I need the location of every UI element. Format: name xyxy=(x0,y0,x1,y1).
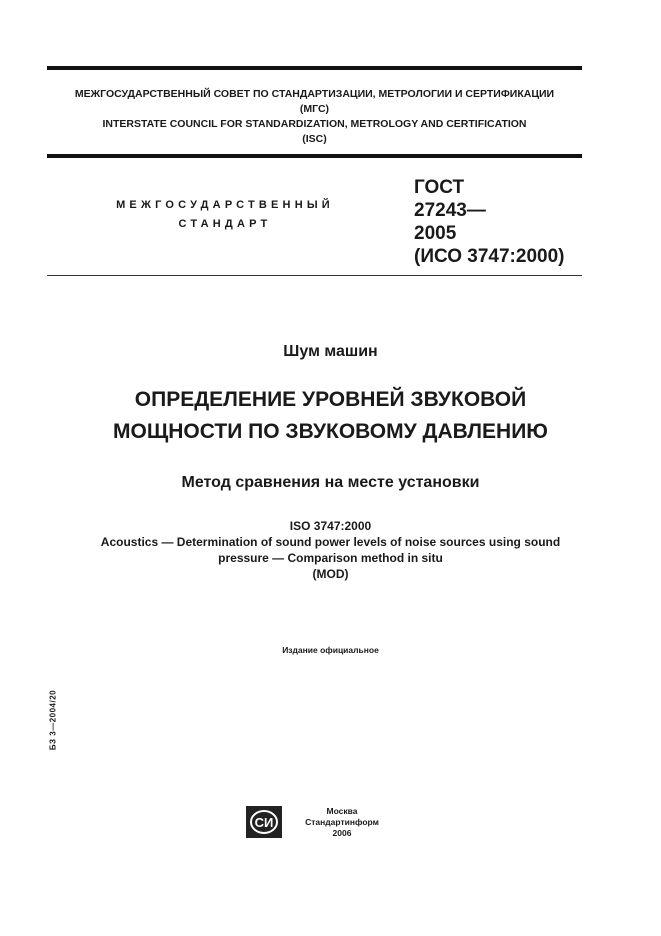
standard-type-line1: МЕЖГОСУДАРСТВЕННЫЙ xyxy=(116,199,334,211)
gost-label: ГОСТ xyxy=(414,177,465,198)
council-abbr-ru: (МГС) xyxy=(299,103,330,115)
title-line2: МОЩНОСТИ ПО ЗВУКОВОМУ ДАВЛЕНИЮ xyxy=(113,420,548,443)
method-title: Метод сравнения на месте установки xyxy=(181,474,480,491)
gost-designation xyxy=(414,176,564,268)
iso-title-line2: pressure — Comparison method in situ xyxy=(218,551,443,565)
standartinform-logo-icon xyxy=(246,806,282,838)
publisher-city: Москва xyxy=(326,806,358,816)
iso-reference xyxy=(40,518,621,582)
document-title xyxy=(0,384,661,448)
title-line1: ОПРЕДЕЛЕНИЕ УРОВНЕЙ ЗВУКОВОЙ xyxy=(134,388,527,411)
header-bottom-rule xyxy=(47,275,582,276)
gost-iso-ref: (ИСО 3747:2000) xyxy=(414,246,565,267)
iso-number: ISO 3747:2000 xyxy=(289,519,372,533)
publisher-block xyxy=(292,806,392,839)
gost-year: 2005 xyxy=(414,223,457,244)
standard-type xyxy=(95,196,355,234)
iso-title-line1: Acoustics — Determination of sound power levels of noise sources using sound xyxy=(100,535,561,549)
council-bottom-rule xyxy=(47,154,582,158)
official-edition: Издание официальное xyxy=(282,645,379,655)
top-rule xyxy=(47,66,582,70)
council-name-en: INTERSTATE COUNCIL FOR STANDARDIZATION, METROLOGY AND CERTIFICATION xyxy=(102,118,527,130)
council-header xyxy=(47,87,582,147)
council-name-ru: МЕЖГОСУДАРСТВЕННЫЙ СОВЕТ ПО СТАНДАРТИЗАЦИИ, МЕТРОЛОГИИ И СЕРТИФИКАЦИИ xyxy=(74,88,555,100)
gost-number: 27243— xyxy=(414,200,486,221)
publisher-year: 2006 xyxy=(332,828,352,838)
standard-type-line2: СТАНДАРТ xyxy=(178,218,272,230)
logo-letters: СИ xyxy=(254,815,274,830)
iso-mod: (MOD) xyxy=(312,567,349,581)
document-subtitle: Шум машин xyxy=(283,343,378,360)
publisher-name: Стандартинформ xyxy=(305,817,379,827)
side-code: БЗ 3—2004/20 xyxy=(48,689,58,751)
council-abbr-en: (ISC) xyxy=(302,133,327,145)
